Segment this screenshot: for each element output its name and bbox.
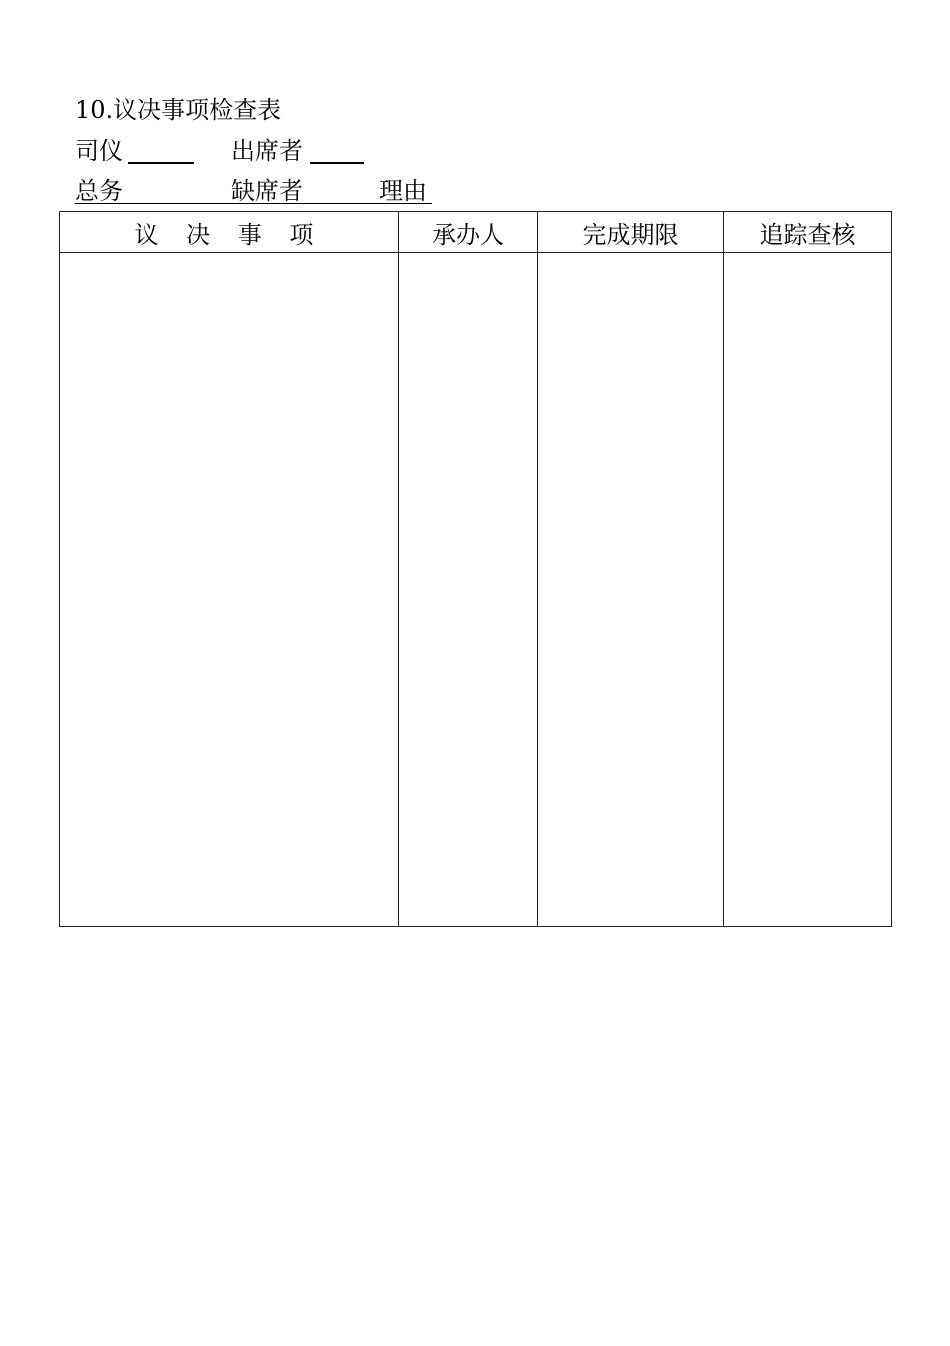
attendees-label: 出席者 [231, 137, 303, 165]
responsible-person-cell[interactable] [399, 253, 538, 927]
reason-label: 理由 [379, 177, 427, 205]
resolution-items-cell[interactable] [60, 253, 399, 927]
form-title: 10.议决事项检查表 [75, 96, 282, 124]
resolution-check-table [59, 211, 892, 927]
deadline-cell[interactable] [538, 253, 724, 927]
host-blank[interactable] [128, 136, 194, 164]
host-label: 司仪 [75, 137, 123, 165]
column-header-resolution-items: 议 决 事 项 [60, 212, 399, 253]
general-affairs-label: 总务 [75, 177, 123, 205]
table-row [60, 253, 892, 927]
attendees-blank[interactable] [310, 136, 364, 164]
follow-up-check-cell[interactable] [724, 253, 892, 927]
absentees-label: 缺席者 [231, 177, 303, 205]
column-header-follow-up-check: 追踪查核 [724, 212, 892, 253]
column-header-deadline: 完成期限 [538, 212, 724, 253]
table-header-row [60, 212, 892, 253]
column-header-responsible-person: 承办人 [399, 212, 538, 253]
